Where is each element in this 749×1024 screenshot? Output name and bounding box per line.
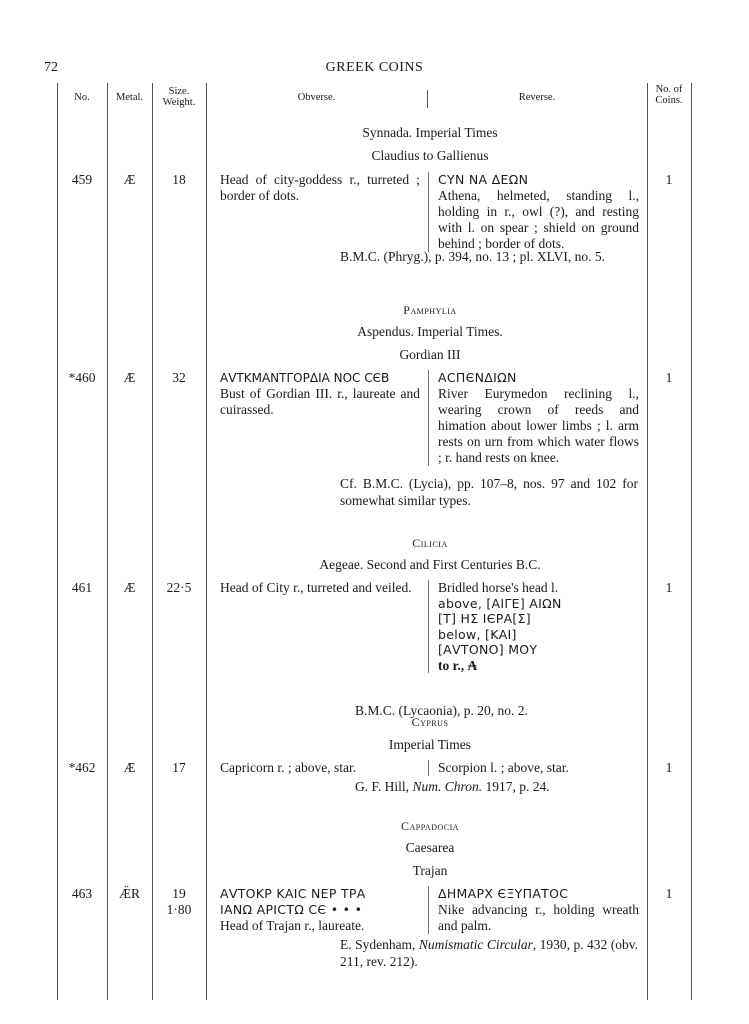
region-heading: Cappadocia <box>400 819 460 833</box>
reverse-line: below, [ΚΑΙ] <box>438 626 517 642</box>
header-coins-2: Coins. <box>655 95 683 106</box>
reverse-line: above, [ΑΙΓΕ] ΑΙΩΝ <box>438 595 562 611</box>
reverse-line: to r., ₳ <box>438 657 478 673</box>
obverse-legend: ΑVΤΚΜΑΝΤΓΟΡΔΙΑ ΝΟϹ ϹЄΒ <box>220 371 390 385</box>
entry-coins: 1 <box>665 370 673 385</box>
column-rule <box>206 83 207 1000</box>
entry-size-value: 19 <box>172 886 186 901</box>
entry-reference: B.M.C. (Lycaonia), p. 20, no. 2. <box>355 703 528 718</box>
header-weight: Weight. <box>162 97 196 108</box>
reverse-legend: ΔΗΜΑΡΧ ЄΞΥΠΑΤΟϹ <box>438 886 569 901</box>
header-size-weight <box>152 86 206 108</box>
entry-no: 461 <box>71 580 93 595</box>
entry-metal: Æ <box>123 580 136 595</box>
reference-journal: Num. Chron. <box>412 779 483 794</box>
entry-reference: B.M.C. (Phryg.), p. 394, no. 13 ; pl. XLVI, no. 5. <box>340 249 606 264</box>
section-heading: Synnada. Imperial Times <box>362 125 498 140</box>
entry-reverse <box>428 370 639 466</box>
obverse-description: Bust of Gordian III. r., laureate and cuirassed. <box>220 386 420 417</box>
entry-reverse <box>428 172 639 252</box>
header-obverse: Obverse. <box>297 92 336 103</box>
entry-no: *460 <box>68 370 96 385</box>
section-heading: Aspendus. Imperial Times. <box>357 324 503 339</box>
reference-details: 1917, p. 24. <box>482 779 550 794</box>
entry-obverse <box>220 886 420 934</box>
reference-author: E. Sydenham, <box>340 937 419 952</box>
obverse-description: Head of Trajan r., laureate. <box>220 918 365 933</box>
region-heading: Pamphylia <box>403 303 457 317</box>
reference-journal: Numismatic Circular <box>418 937 533 952</box>
reverse-legend: ΑϹΠЄΝΔΙΩΝ <box>438 370 517 385</box>
entry-obverse: Capricorn r. ; above, star. <box>220 760 357 775</box>
entry-size: 18 <box>172 172 186 187</box>
section-heading: Aegeae. Second and First Centuries B.C. <box>319 557 541 572</box>
entry-coins: 1 <box>665 172 673 187</box>
reverse-line: [Τ] ΗΣ ΙЄΡΑ[Σ] <box>438 611 531 626</box>
entry-no: 463 <box>71 886 93 901</box>
reverse-line: Bridled horse's head l. <box>438 580 559 595</box>
page-number: 72 <box>44 60 58 75</box>
region-heading: Cilicia <box>412 536 448 550</box>
entry-reverse: Scorpion l. ; above, star. <box>428 760 639 776</box>
reverse-description: Nike advancing r., holding wreath and palm. <box>438 902 639 933</box>
section-heading: Gordian III <box>399 347 461 362</box>
section-heading: Claudius to Gallienus <box>371 148 489 163</box>
entry-size: 17 <box>172 760 186 775</box>
column-rule <box>152 83 153 1000</box>
entry-no: 459 <box>71 172 93 187</box>
entry-size <box>152 886 206 918</box>
running-title: GREEK COINS <box>325 60 424 75</box>
reference-author: G. F. Hill, <box>355 779 413 794</box>
section-heading: Imperial Times <box>388 737 472 752</box>
column-rule <box>57 83 58 1000</box>
header-no: No. <box>74 92 90 103</box>
reverse-legend: ϹΥΝ ΝΑ ΔΕΩΝ <box>438 172 529 187</box>
entry-metal: Æ <box>123 172 136 187</box>
entry-size: 22·5 <box>166 580 192 595</box>
entry-metal: Æ <box>123 370 136 385</box>
section-heading: Caesarea <box>405 840 455 855</box>
entry-metal: Æ̈R <box>118 886 140 901</box>
reverse-description: Athena, helmeted, standing l., holding in r., owl (?), and resting with l. on spear ; shield on ground behind ; border of dots. <box>438 188 639 251</box>
entry-coins: 1 <box>665 886 673 901</box>
entry-obverse <box>220 370 420 418</box>
entry-no: *462 <box>68 760 96 775</box>
entry-coins: 1 <box>665 760 673 775</box>
header-coins-1: No. of <box>655 84 683 95</box>
reverse-line: [ΑVΤΟΝΟ] ΜΟΥ <box>438 642 538 657</box>
obverse-legend: ΙΑΝΩ ΑΡΙϹΤΩ ϹЄ • • • <box>220 902 363 917</box>
entry-coins: 1 <box>665 580 673 595</box>
reverse-description: River Eurymedon reclining l., wearing crown of reeds and himation about lower limbs ; l. arm rests on urn from which water flows ; r. hand rests on knee. <box>438 386 639 465</box>
header-reverse: Reverse. <box>518 92 556 103</box>
entry-metal: Æ <box>123 760 136 775</box>
header-metal: Metal. <box>115 92 144 103</box>
entry-reference: Cf. B.M.C. (Lycia), pp. 107–8, nos. 97 and 102 for somewhat similar types. <box>340 476 638 508</box>
section-heading: Trajan <box>412 863 448 878</box>
entry-size: 32 <box>172 370 186 385</box>
reference-details: , 1930, p. 432 (obv. 211, rev. 212). <box>340 937 638 969</box>
entry-obverse: Head of City r., turreted and veiled. <box>220 580 412 595</box>
entry-reverse <box>428 580 639 673</box>
region-heading: Cyprus <box>411 715 449 729</box>
entry-reference <box>355 779 653 796</box>
entry-reverse <box>428 886 639 934</box>
obverse-legend: ΑVΤΟΚΡ ΚΑΙϹ ΝΕΡ ΤΡΑ <box>220 886 366 901</box>
entry-obverse: Head of city-goddess r., turreted ; border of dots. <box>220 172 420 203</box>
entry-reference <box>340 937 638 970</box>
entry-weight: 1·80 <box>166 902 192 917</box>
column-rule <box>691 83 692 1000</box>
header-coins <box>647 84 691 106</box>
column-rule <box>107 83 108 1000</box>
header-size: Size. <box>168 86 190 97</box>
